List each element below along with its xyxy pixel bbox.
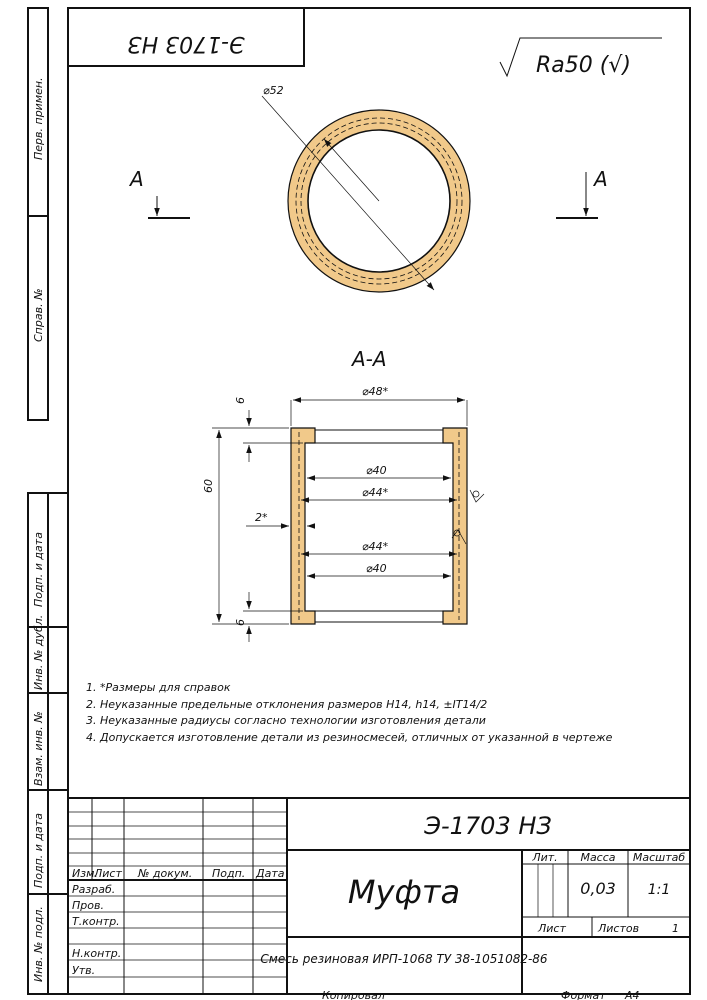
- col-podp: Подп.: [212, 867, 246, 880]
- section-marker-left: A: [130, 167, 144, 191]
- section-marker-right: A: [594, 167, 608, 191]
- row-tkontr: Т.контр.: [72, 915, 120, 928]
- dim-wall: 2*: [255, 511, 268, 524]
- margin-label-vzam-inv: Взам. инв. №: [32, 711, 45, 786]
- footer-format-label: Формат: [561, 989, 606, 1000]
- title-designation: Э-1703 НЗ: [424, 812, 552, 840]
- row-nkontr: Н.контр.: [72, 947, 122, 960]
- margin-label-perv-primen: Перв. примен.: [32, 77, 45, 160]
- row-utv: Утв.: [72, 964, 96, 977]
- dim-height: 60: [202, 479, 215, 493]
- roughness-symbol: [500, 38, 662, 78]
- front-diameter-label: ⌀52: [263, 84, 284, 97]
- top-code-box: [68, 8, 304, 66]
- front-view: [128, 84, 608, 292]
- title-part-name: Муфта: [347, 873, 461, 911]
- title-block: [68, 798, 690, 994]
- margin-label-podp-data-2: Подп. и дата: [32, 813, 45, 888]
- col-data: Дата: [256, 867, 285, 880]
- note-3: 3. Неуказанные радиусы согласно технологии изготовления детали: [86, 714, 486, 727]
- margin-label-inv-dubl: Инв. № дубл.: [32, 614, 45, 690]
- top-code-text: Э-1703 НЗ: [127, 31, 245, 56]
- dim-outer: ⌀48*: [362, 385, 389, 398]
- mass-label: Масса: [580, 851, 616, 864]
- scale-label: Масштаб: [632, 851, 686, 864]
- row-prov: Пров.: [72, 899, 104, 912]
- margin-label-sprav-no: Справ. №: [32, 288, 45, 342]
- dim-inner-top: ⌀40: [366, 464, 387, 477]
- note-4: 4. Допускается изготовление детали из резиносмесей, отличных от указанной в чертеже: [86, 731, 613, 744]
- note-2: 2. Неуказанные предельные отклонения размеров Н14, h14, ±IT14/2: [86, 698, 488, 711]
- footer-format-value: А4: [625, 989, 640, 1000]
- title-material: Смесь резиновая ИРП-1068 ТУ 38-1051082-86: [260, 952, 548, 966]
- col-list: Лист: [94, 867, 122, 880]
- mass-value: 0,03: [580, 879, 616, 898]
- sheets-value: 1: [672, 922, 679, 935]
- section-title: А-А: [352, 347, 387, 371]
- sheets-label: Листов: [598, 922, 640, 935]
- dim-inner-bottom: ⌀40: [366, 562, 387, 575]
- note-1: 1. *Размеры для справок: [86, 681, 231, 694]
- margin-label-podp-data-1: Подп. и дата: [32, 532, 45, 607]
- sheet-label: Лист: [538, 922, 566, 935]
- section-right-wall: [443, 428, 467, 624]
- footer-copied: Копировал: [322, 989, 385, 1000]
- roughness-text: Ra50 (√): [536, 53, 631, 78]
- dim-mid-bottom: ⌀44*: [362, 540, 389, 553]
- margin-labels: [32, 77, 45, 982]
- margin-label-inv-podl: Инв. № подл.: [32, 906, 45, 982]
- col-dokum: № докум.: [138, 867, 193, 880]
- scale-value: 1:1: [647, 882, 671, 898]
- lit-label: Лит.: [532, 851, 558, 864]
- section-view: [202, 347, 484, 642]
- col-izm: Изм.: [72, 867, 98, 880]
- dim-top-flange: 6: [234, 397, 247, 404]
- row-razrab: Разраб.: [72, 883, 116, 896]
- technical-notes: [86, 681, 613, 744]
- dim-mid-top: ⌀44*: [362, 486, 389, 499]
- dim-bottom-flange: 6: [234, 619, 247, 626]
